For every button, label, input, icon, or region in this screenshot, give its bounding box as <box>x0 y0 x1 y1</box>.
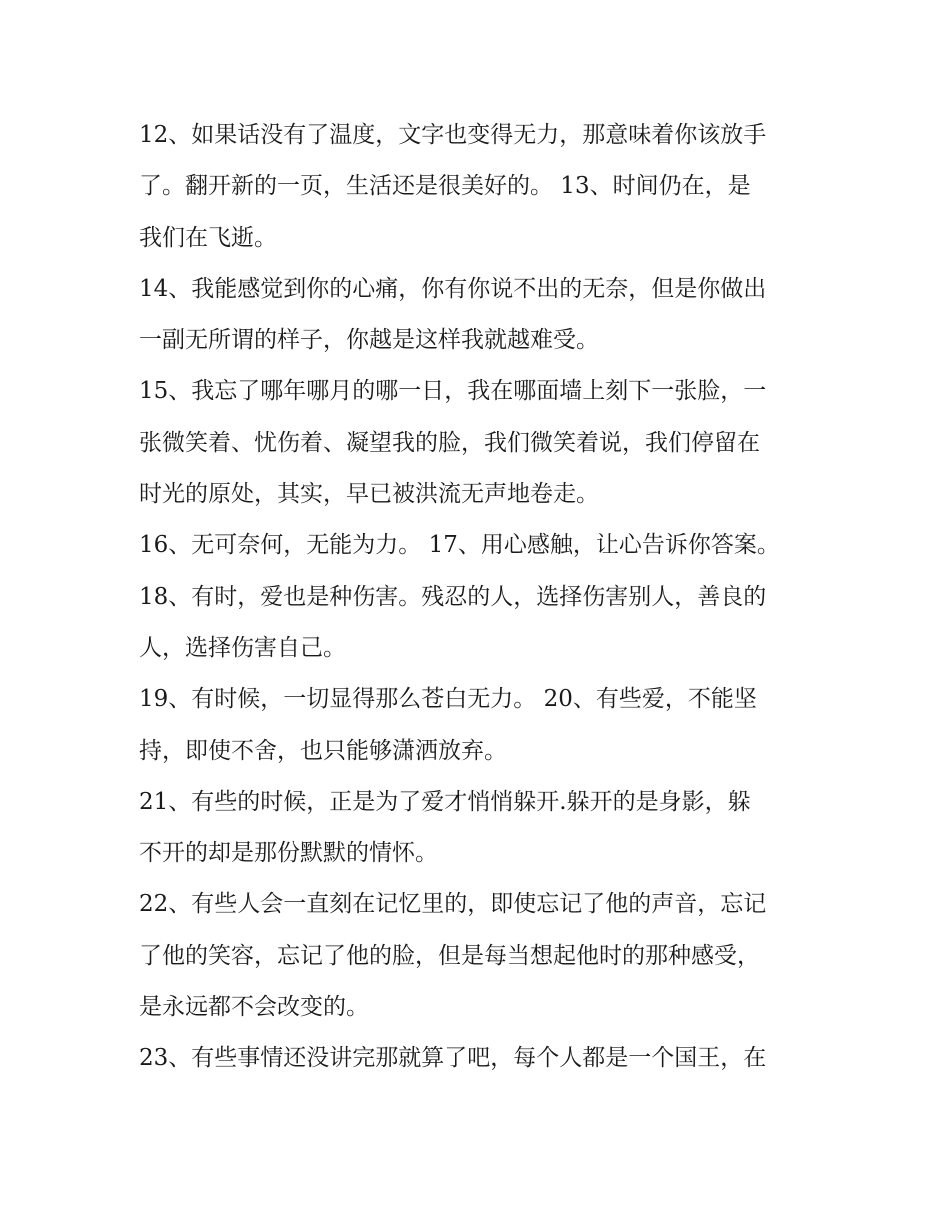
text-line: 我们在飞逝。 <box>139 224 277 251</box>
text-line: 18、有时，爱也是种伤害。残忍的人，选择伤害别人，善良的 <box>139 583 767 610</box>
quote-list <box>139 110 819 1085</box>
text-line: 时光的原处，其实，早已被洪流无声地卷走。 <box>139 481 599 508</box>
text-line: 22、有些人会一直刻在记忆里的，即使忘记了他的声音，忘记 <box>139 891 767 918</box>
text-line: 张微笑着、忧伤着、凝望我的脸，我们微笑着说，我们停留在 <box>139 429 760 456</box>
text-line: 了。翻开新的一页，生活还是很美好的。 13、时间仍在，是 <box>139 173 751 200</box>
text-line: 16、无可奈何，无能为力。 17、用心感触，让心告诉你答案。 <box>139 532 780 559</box>
text-line: 21、有些的时候，正是为了爱才悄悄躲开.躲开的是身影，躲 <box>139 788 751 815</box>
text-line: 12、如果话没有了温度，文字也变得无力，那意味着你该放手 <box>139 122 767 148</box>
text-line: 不开的却是那份默默的情怀。 <box>139 840 438 867</box>
text-line: 人，选择伤害自己。 <box>139 634 346 661</box>
text-line: 23、有些事情还没讲完那就算了吧，每个人都是一个国王，在 <box>139 1045 767 1072</box>
text-line: 一副无所谓的样子，你越是这样我就越难受。 <box>139 327 599 354</box>
text-line: 了他的笑容，忘记了他的脸，但是每当想起他时的那种感受， <box>139 942 760 969</box>
text-line: 19、有时候，一切显得那么苍白无力。 20、有些爱，不能坚 <box>139 686 757 713</box>
text-line: 是永远都不会改变的。 <box>139 994 369 1021</box>
text-line: 持，即使不舍，也只能够潇洒放弃。 <box>139 737 507 764</box>
text-line: 14、我能感觉到你的心痛，你有你说不出的无奈，但是你做出 <box>139 275 767 302</box>
text-line: 15、我忘了哪年哪月的哪一日，我在哪面墙上刻下一张脸，一 <box>139 378 767 405</box>
